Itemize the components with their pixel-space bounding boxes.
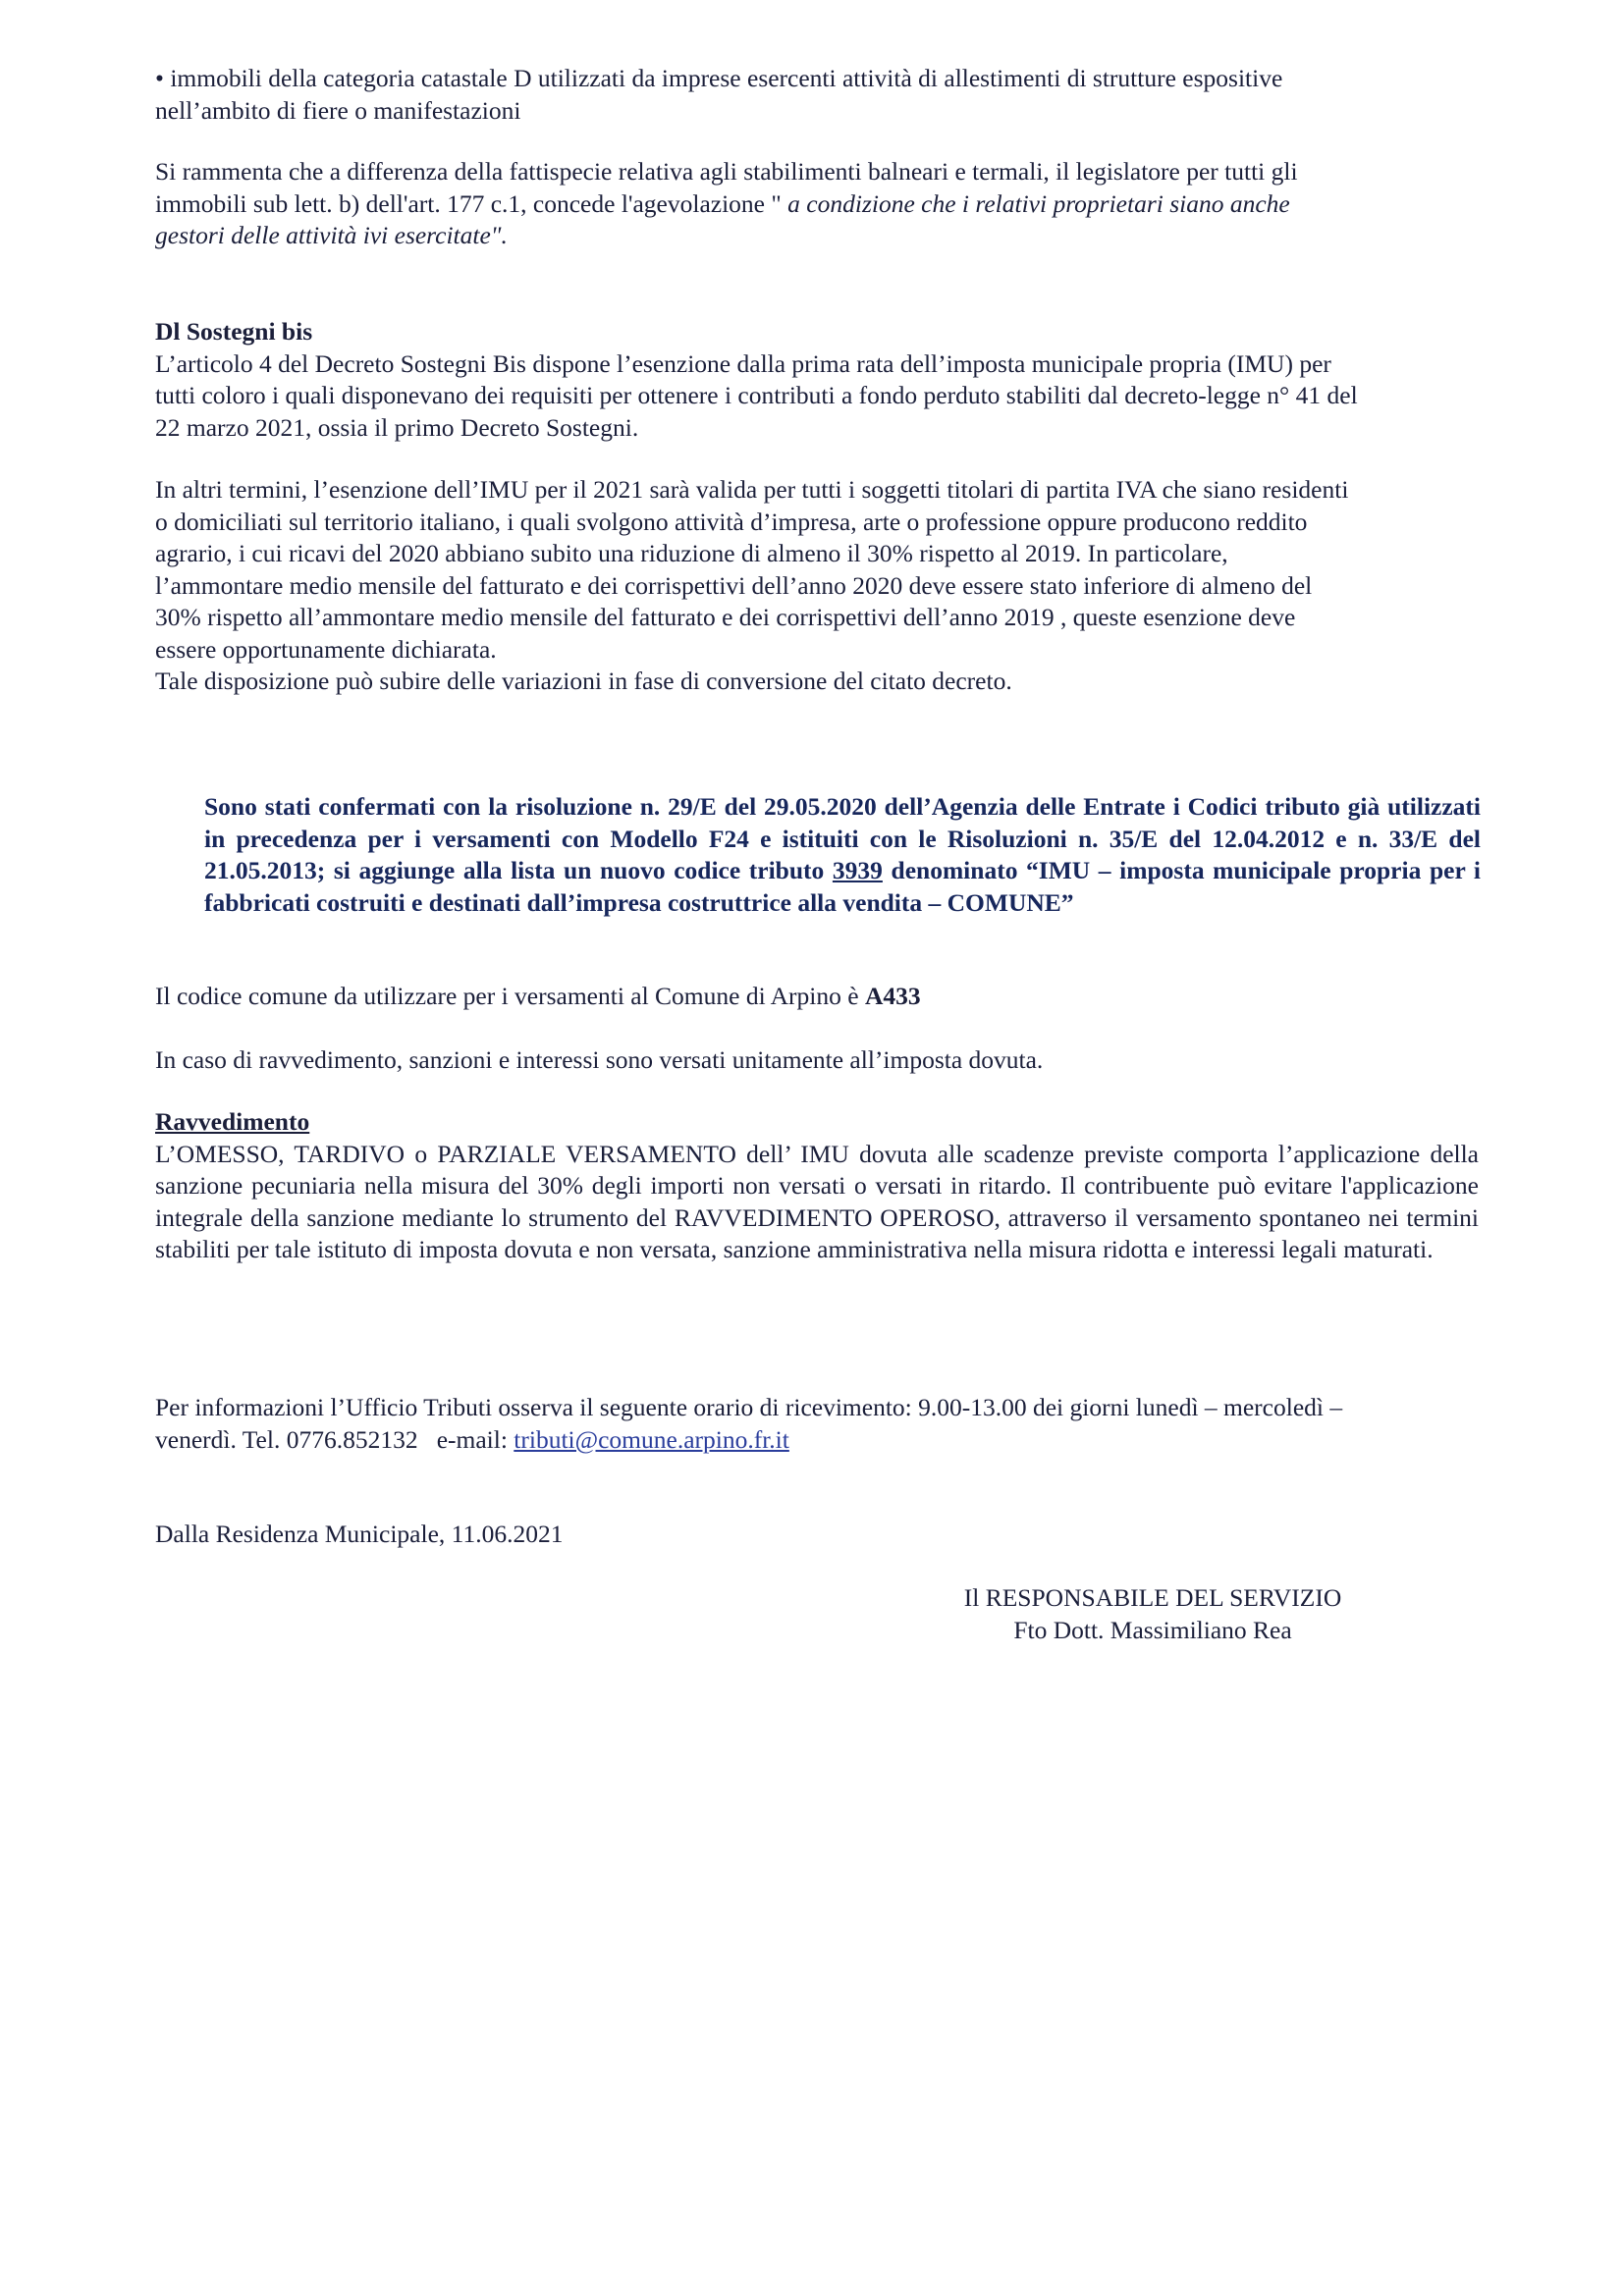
- codice-comune-value: A433: [864, 982, 921, 1010]
- sostegni-p2-line-6: essere opportunamente dichiarata.: [155, 634, 497, 664]
- ravvedimento-body: L’OMESSO, TARDIVO o PARZIALE VERSAMENTO dell’ IMU dovuta alle scadenze previste comporta l’applicazione della sanzione pecuniaria nella misura del 30% degli importi non versati o versati in ritardo. Il contribuente può evitare l'applicazione integrale della sanzione mediante lo strumento del RAVVEDIMENTO OPEROSO, attraverso il versamento spontaneo nei termini stabiliti per tale istituto di imposta dovuta e non versata, sanzione amministrativa nella misura ridotta e interessi legali maturati.: [155, 1139, 1479, 1263]
- sostegni-p2-line-4: l’ammontare medio mensile del fatturato e dei corrispettivi dell’anno 2020 deve essere stato inferiore di almeno del: [155, 570, 1313, 600]
- signature-name: Fto Dott. Massimiliano Rea: [1013, 1615, 1292, 1644]
- sostegni-p1-line-1: L’articolo 4 del Decreto Sostegni Bis dispone l’esenzione dalla prima rata dell’imposta municipale propria (IMU) per: [155, 348, 1331, 378]
- ravvedimento-section: [155, 1106, 1479, 1266]
- contacts-line-1: Per informazioni l’Ufficio Tributi osserva il seguente orario di ricevimento: 9.00-13.00 dei giorni lunedì – mercoledì –: [155, 1393, 1343, 1421]
- tax-code-3939: 3939: [832, 856, 883, 884]
- sostegni-p1-line-2: tutti coloro i quali disponevano dei requisiti per ottenere i contributi a fondo perduto stabiliti dal decreto-legge n° 41 del: [155, 381, 1358, 409]
- tax-code-notice: [204, 791, 1481, 919]
- date-line: [155, 1519, 1490, 1551]
- reminder-line-2-italic: a condizione che i relativi proprietari siano anche: [787, 188, 1290, 218]
- bullet-marker: •: [155, 64, 164, 92]
- notice-text-1: Sono stati confermati con la risoluzione n. 29/E del 29.05.2020 dell’Agenzia delle Entrate i Codici tributo già utilizzati in precedenza per i versamenti con Modello F24 e istituiti con le Risoluzioni n. 35/E del 12.04.2012 e n. 33/E del 21.05.2013; si aggiunge alla lista un nuovo codice tributo: [204, 792, 1481, 884]
- sostegni-p2-line-2: o domiciliati sul territorio italiano, i quali svolgono attività d’impresa, arte o professione oppure producono reddito: [155, 507, 1308, 536]
- sostegni-p1-line-3: 22 marzo 2021, ossia il primo Decreto Sostegni.: [155, 412, 639, 442]
- reminder-line-2: immobili sub lett. b) dell'art. 177 c.1, concede l'agevolazione ": [155, 188, 788, 218]
- codice-comune-text: Il codice comune da utilizzare per i versamenti al Comune di Arpino è: [155, 982, 865, 1010]
- sostegni-p2-line-3: agrario, i cui ricavi del 2020 abbiano subito una riduzione di almeno il 30% rispetto al 2019. In particolare,: [155, 539, 1228, 567]
- reminder-line-3: gestori delle attività ivi esercitate".: [155, 221, 508, 249]
- codice-comune: [155, 981, 1490, 1013]
- bullet-item: [155, 63, 1490, 127]
- notice-text-2: denominato “IMU – imposta municipale propria per i fabbricati costruiti e destinati dall’impresa costruttrice alla vendita – COMUNE”: [204, 856, 1481, 917]
- bullet-line-2: nell’ambito di fiere o manifestazioni: [155, 95, 521, 125]
- signature-block: [917, 1582, 1388, 1646]
- contacts-paragraph: [155, 1392, 1490, 1456]
- sostegni-p2-line-7: Tale disposizione può subire delle variazioni in fase di conversione del citato decreto.: [155, 667, 1012, 695]
- sostegni-paragraph-2: [155, 474, 1490, 698]
- email-link[interactable]: tributi@comune.arpino.fr.it: [514, 1424, 789, 1454]
- reminder-paragraph: [155, 156, 1490, 252]
- signature-title: Il RESPONSABILE DEL SERVIZIO: [963, 1583, 1342, 1612]
- reminder-line-1: Si rammenta che a differenza della fattispecie relativa agli stabilimenti balneari e termali, il legislatore per tutti gli: [155, 157, 1298, 186]
- ravvedimento-note: [155, 1044, 1490, 1077]
- sostegni-section: [155, 316, 1490, 444]
- date-line-text: Dalla Residenza Municipale, 11.06.2021: [155, 1520, 564, 1548]
- ravvedimento-note-text: In caso di ravvedimento, sanzioni e interessi sono versati unitamente all’imposta dovuta.: [155, 1045, 1044, 1074]
- ravvedimento-heading: Ravvedimento: [155, 1107, 310, 1136]
- sostegni-heading: Dl Sostegni bis: [155, 317, 313, 346]
- bullet-line-1: immobili della categoria catastale D utilizzati da imprese esercenti attività di allestimenti di strutture espositive: [170, 64, 1283, 92]
- contacts-line-2: venerdì. Tel. 0776.852132 e-mail:: [155, 1424, 514, 1454]
- sostegni-p2-line-1: In altri termini, l’esenzione dell’IMU per il 2021 sarà valida per tutti i soggetti titolari di partita IVA che siano residenti: [155, 475, 1349, 504]
- sostegni-p2-line-5: 30% rispetto all’ammontare medio mensile del fatturato e dei corrispettivi dell’anno 2019 , queste esenzione deve: [155, 603, 1296, 631]
